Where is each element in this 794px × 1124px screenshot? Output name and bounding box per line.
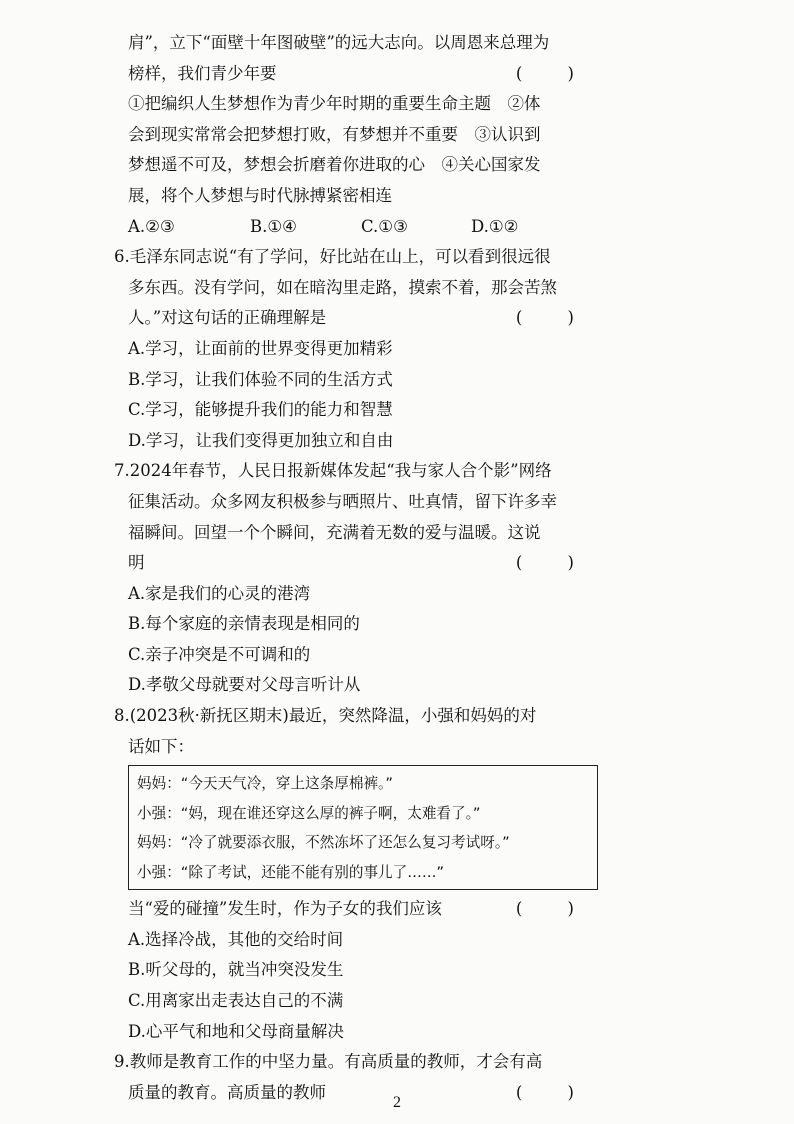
choice-b: B.①④ bbox=[250, 216, 297, 236]
q8-option-b: B.听父母的，就当冲突没发生 bbox=[128, 960, 344, 980]
q7-option-c: C.亲子冲突是不可调和的 bbox=[128, 644, 311, 664]
q7-stem-line-1: 7.2024年春节，人民日报新媒体发起“我与家人合个影”网络 bbox=[114, 461, 552, 481]
dialog-line: 妈妈：“冷了就要添衣服，不然冻坏了还怎么复习考试呀。” bbox=[137, 834, 510, 852]
q8-stem-line-1: 8.(2023秋·新抚区期末)最近，突然降温，小强和妈妈的对 bbox=[114, 706, 537, 726]
q6-option-b: B.学习，让我们体验不同的生活方式 bbox=[128, 369, 393, 389]
q5-stem-line-2: 榜样，我们青少年要 ( ) bbox=[128, 59, 598, 90]
question-content bbox=[114, 28, 598, 1108]
answer-blank: ( ) bbox=[515, 1082, 594, 1102]
q5-choices bbox=[128, 212, 598, 243]
q8-option-a: A.选择冷战，其他的交给时间 bbox=[128, 929, 344, 949]
q7-option-b: B.每个家庭的亲情表现是相同的 bbox=[128, 614, 360, 634]
q6-option-d: D.学习，让我们变得更加独立和自由 bbox=[128, 430, 394, 450]
answer-blank: ( ) bbox=[515, 63, 594, 83]
q6-option-a: A.学习，让面前的世界变得更加精彩 bbox=[128, 338, 393, 358]
page-number: 2 bbox=[393, 1094, 401, 1111]
choice-c: C.①③ bbox=[361, 216, 408, 236]
q5-option-line: 梦想遥不可及，梦想会折磨着你进取的心 ④关心国家发 bbox=[128, 155, 541, 175]
q7-stem-line-3: 福瞬间。回望一个个瞬间，充满着无数的爱与温暖。这说 bbox=[128, 522, 541, 542]
q6-stem-line-2: 多东西。没有学问，如在暗沟里走路，摸索不着，那会苦煞 bbox=[128, 277, 557, 297]
answer-blank: ( ) bbox=[515, 308, 594, 328]
q8-stem-question: 当“爱的碰撞”发生时，作为子女的我们应该 ( ) bbox=[128, 894, 598, 925]
q5-option-line: 会到现实常常会把梦想打败，有梦想并不重要 ③认识到 bbox=[128, 124, 541, 144]
q5-option-line: 展，将个人梦想与时代脉搏紧密相连 bbox=[128, 185, 392, 205]
q7-option-d: D.孝敬父母就要对父母言听计从 bbox=[128, 675, 361, 695]
choice-a: A.②③ bbox=[128, 216, 175, 236]
q6-stem-line-3: 人。”对这句话的正确理解是 ( ) bbox=[128, 303, 598, 334]
q5-stem-line-1: 肩”，立下“面壁十年图破壁”的远大志向。以周恩来总理为 bbox=[128, 33, 550, 52]
q8-option-d: D.心平气和地和父母商量解决 bbox=[128, 1021, 344, 1041]
q9-stem-line-1: 9.教师是教育工作的中坚力量。有高质量的教师，才会有高 bbox=[114, 1052, 543, 1072]
q8-stem-line-2: 话如下： bbox=[128, 736, 194, 756]
dialog-line: 妈妈：“今天天气冷，穿上这条厚棉裤。” bbox=[137, 775, 393, 793]
q5-option-line: ①把编织人生梦想作为青少年时期的重要生命主题 ②体 bbox=[128, 94, 541, 114]
q8-option-c: C.用离家出走表达自己的不满 bbox=[128, 991, 344, 1011]
answer-blank: ( ) bbox=[515, 899, 594, 919]
q7-option-a: A.家是我们的心灵的港湾 bbox=[128, 583, 311, 603]
dialog-line: 小强：“除了考试，还能不能有别的事儿了……” bbox=[137, 863, 444, 881]
q7-stem-line-4: 明 ( ) bbox=[128, 548, 598, 579]
dialog-line: 小强：“妈，现在谁还穿这么厚的裤子啊，太难看了。” bbox=[137, 804, 481, 822]
q9-stem-line-2: 质量的教育。高质量的教师 ( ) bbox=[128, 1078, 598, 1109]
answer-blank: ( ) bbox=[515, 553, 594, 573]
q6-stem-line-1: 6.毛泽东同志说“有了学问，好比站在山上，可以看到很远很 bbox=[114, 247, 551, 267]
q7-stem-line-2: 征集活动。众多网友积极参与晒照片、吐真情，留下许多幸 bbox=[128, 491, 557, 511]
q6-option-c: C.学习，能够提升我们的能力和智慧 bbox=[128, 400, 393, 420]
choice-d: D.①② bbox=[471, 216, 519, 236]
dialog-box bbox=[128, 765, 598, 890]
